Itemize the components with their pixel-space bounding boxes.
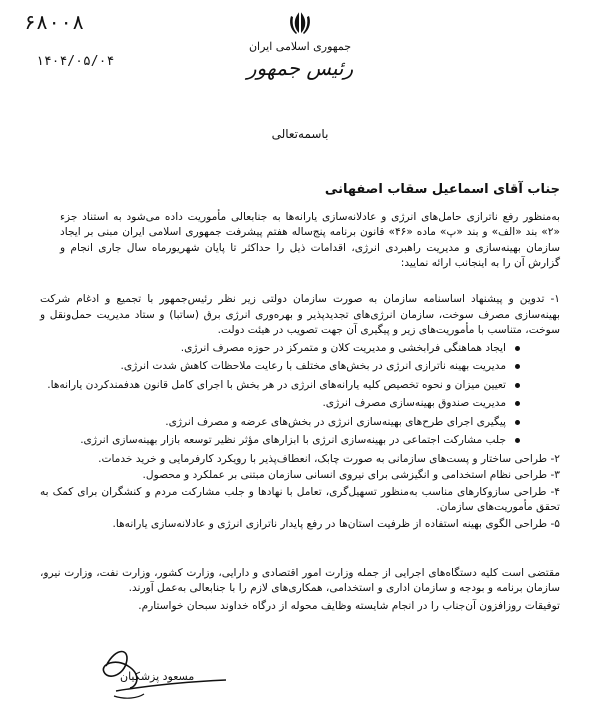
mission-item: پیگیری اجرای طرح‌های بهینه‌سازی انرژی در بخش‌های عرضه و مصرف انرژی. [40,415,520,431]
clause-1: ۱- تدوین و پیشنهاد اساسنامه سازمان به صورت سازمان دولتی زیر نظر رئیس‌جمهور با تجمیع و ادغام شرکت بهینه‌سازی مصرف سوخت، سازمان انرژی‌های تجدیدپذیر و بهره‌وری انرژی برق (ساتبا) و ستاد مدیریت حمل‌ونقل و سوخت، متناسب با مأموریت‌های زیر و پیگیری آن جهت تصویب در هیئت دولت. [40,293,560,336]
iran-emblem-icon [285,8,315,38]
letter-intro [60,210,560,276]
republic-name: جمهوری اسلامی ایران [248,40,352,53]
office-title: رئیس جمهور [246,56,354,80]
closing-paragraph: مقتضی است کلیه دستگاه‌های اجرایی از جمله وزارت امور اقتصادی و دارایی، وزارت کشور، وزارت نفت، وزارت نیرو، سازمان برنامه و بودجه و سازمان اداری و استخدامی، همکاری‌های لازم را با جنابعالی به‌عمل آورند. [40,567,560,595]
addressee: جناب آقای اسماعیل سقاب اصفهانی [324,182,560,197]
clause-5: ۵- طراحی الگوی بهینه استفاده از ظرفیت استان‌ها در رفع پایدار ناترازی انرژی و عادلانه‌سازی یارانه‌ها. [112,517,560,530]
clauses [40,292,560,533]
clause-3: ۳- طراحی نظام استخدامی و انگیزشی برای نیروی انسانی سازمان مبتنی بر عملکرد و محصول. [142,469,560,481]
closing [40,566,560,616]
bismillah: باسمه‌تعالی [271,127,329,141]
letter-number: ۶۸۰۰۸ [24,10,85,34]
letter-date: ۱۴۰۴/۰۵/۰۴ [36,54,115,69]
clause-2: ۲- طراحی ساختار و پست‌های سازمانی به صورت چابک، انعطاف‌پذیر با رویکرد کارفرمایی و خرید خدمات. [98,452,560,465]
mission-item: ایجاد هماهنگی فرابخشی و مدیریت کلان و متمرکز در حوزه مصرف انرژی. [40,341,520,357]
mission-item: مدیریت صندوق بهینه‌سازی مصرف انرژی. [40,396,520,412]
mission-item: جلب مشارکت اجتماعی در بهینه‌سازی انرژی با ابزارهای مؤثر نظیر توسعه بازار بهینه‌سازی انرژی. [40,433,520,449]
mission-item: تعیین میزان و نحوه تخصیص کلیه یارانه‌های انرژی در هر بخش با اجرای کامل قانون هدفمندکردن یارانه‌ها. [40,378,520,394]
mission-list [40,341,560,449]
mission-item: مدیریت بهینه ناترازی انرژی در بخش‌های مختلف با رعایت ملاحظات کاهش شدت انرژی. [40,359,520,375]
intro-paragraph: به‌منظور رفع ناترازی حامل‌های انرژی و عادلانه‌سازی یارانه‌ها به جنابعالی مأموریت داده می‌شود به استناد جزء «۲» بند «الف» و بند «پ» ماده «۴۶» قانون برنامه پنج‌ساله هفتم پیشرفت جمهوری اسلامی ایران مبنی بر ایجاد سازمان بهینه‌سازی و مدیریت راهبردی انرژی، اقدامات ذیل را حداکثر تا پایان شهریورماه سال جاری انجام و گزارش آن را به اینجانب ارائه نمایید: [60,211,560,270]
clause-4: ۴- طراحی سازوکارهای مناسب به‌منظور تسهیل‌گری، تعامل با نهادها و جلب مشارکت مردم و کنشگران برای کمک به تحقق مأموریت‌های سازمان. [40,485,560,513]
emblem [270,8,330,38]
closing-wishes: توفیقات روزافزون آن‌جناب را در انجام شایسته وظایف محوله از درگاه خداوند سبحان خواستارم. [138,599,560,612]
signature-name: مسعود پزشکیان [120,670,195,683]
